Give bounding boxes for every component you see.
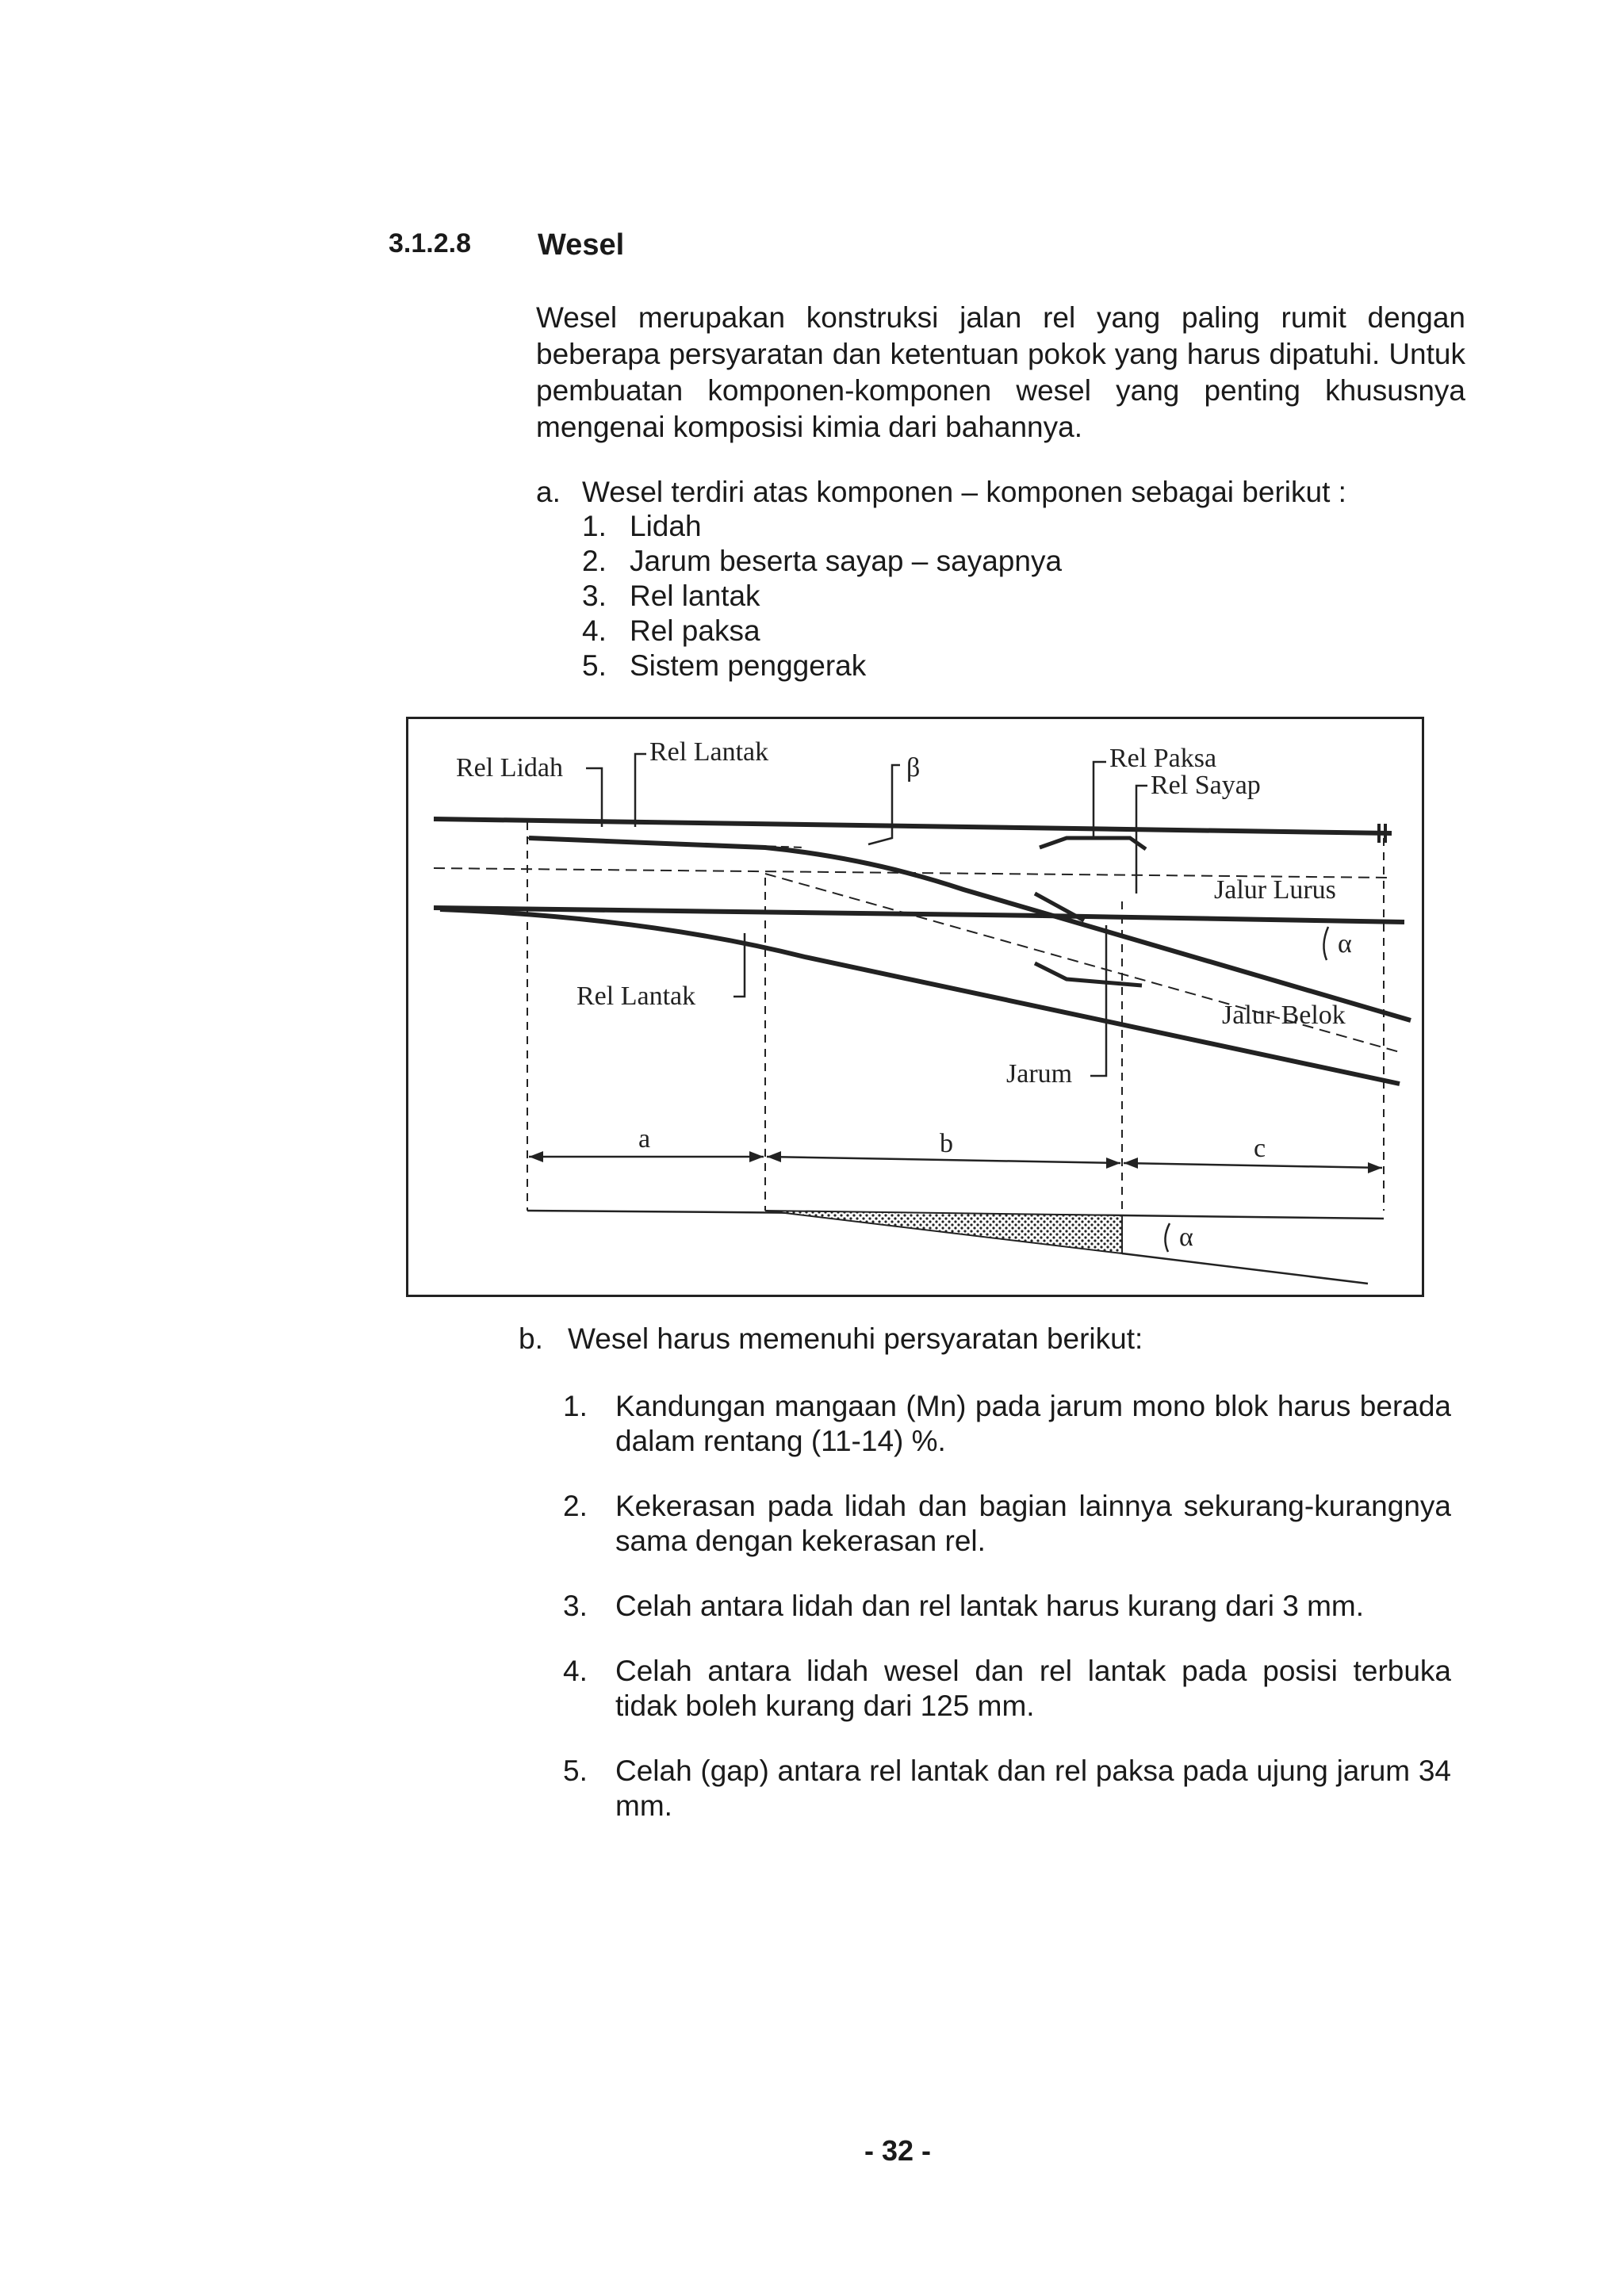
- list-item-number: 5.: [563, 1755, 588, 1787]
- label-dim-c: c: [1254, 1134, 1266, 1163]
- arrowhead: [767, 1151, 781, 1162]
- label-dim-a: a: [638, 1124, 651, 1154]
- list-item: [555, 1654, 1451, 1724]
- requirement-list: [555, 1389, 1451, 1854]
- bottom-reference-extend: [1122, 1215, 1384, 1219]
- intro-paragraph: Wesel merupakan konstruksi jalan rel yang paling rumit dengan beberapa persyaratan dan ketentuan pokok yang harus dipatuhi. Untuk pembuatan komponen-komponen wesel yang penting khususnya mengenai komposisi kimia dari bahannya.: [536, 301, 1465, 443]
- label-rel-paksa: Rel Paksa: [1109, 744, 1217, 773]
- arrowhead: [529, 1151, 543, 1162]
- part-b-label: b.: [519, 1322, 543, 1355]
- arrowhead: [749, 1151, 764, 1162]
- leader-beta: [868, 765, 900, 844]
- list-item-number: 2.: [563, 1490, 588, 1522]
- list-item-number: 4.: [563, 1655, 588, 1687]
- list-item: [582, 649, 1062, 683]
- list-item-text: Celah antara lidah dan rel lantak harus kurang dari 3 mm.: [615, 1590, 1365, 1622]
- label-jalur-belok: Jalur Belok: [1222, 1001, 1346, 1030]
- list-item-text: Celah antara lidah wesel dan rel lantak pada posisi terbuka tidak boleh kurang dari 125 mm.: [615, 1655, 1451, 1722]
- list-item-text: Celah (gap) antara rel lantak dan rel paksa pada ujung jarum 34 mm.: [615, 1755, 1451, 1822]
- alpha-arc-lower: [1165, 1223, 1170, 1252]
- list-item-text: Lidah: [630, 510, 702, 542]
- leader-jarum: [1090, 925, 1106, 1076]
- list-item-text: Jarum beserta sayap – sayapnya: [630, 545, 1063, 577]
- leader-rel-lantak-top: [635, 754, 646, 827]
- part-a-text: Wesel terdiri atas komponen – komponen sebagai berikut :: [582, 476, 1346, 508]
- label-dim-b: b: [940, 1129, 953, 1158]
- list-item-number: 1.: [563, 1390, 588, 1422]
- list-item-text: Kekerasan pada lidah dan bagian lainnya sekurang-kurangnya sama dengan kekerasan rel.: [615, 1490, 1451, 1557]
- list-item: [582, 579, 1062, 614]
- label-beta: β: [906, 753, 921, 783]
- list-item-number: 4.: [582, 614, 607, 647]
- label-alpha-lower: α: [1179, 1223, 1193, 1252]
- list-item: [582, 509, 1062, 544]
- wing-rail: [1040, 838, 1146, 849]
- list-item: [555, 1389, 1451, 1459]
- label-rel-lidah: Rel Lidah: [456, 753, 564, 783]
- label-rel-sayap: Rel Sayap: [1151, 771, 1261, 800]
- list-item: [582, 544, 1062, 579]
- straight-rail-through: [1043, 916, 1404, 922]
- wesel-diagram: [406, 717, 1424, 1297]
- section-number: 3.1.2.8: [389, 228, 471, 258]
- label-rel-lantak-top: Rel Lantak: [649, 737, 769, 767]
- stock-rail-top: [434, 819, 1392, 833]
- list-item-number: 1.: [582, 510, 607, 542]
- list-item-text: Sistem penggerak: [630, 649, 867, 682]
- list-item-number: 3.: [582, 580, 607, 612]
- list-item-number: 2.: [582, 545, 607, 577]
- alpha-angle-line: [1122, 1253, 1368, 1284]
- alpha-wedge-shaded: [765, 1211, 1122, 1253]
- label-jalur-lurus: Jalur Lurus: [1214, 875, 1336, 905]
- arrowhead: [1124, 1158, 1138, 1169]
- list-item-text: Rel lantak: [630, 580, 760, 612]
- dimension-c-line: [1124, 1163, 1382, 1168]
- label-jarum: Jarum: [1006, 1059, 1073, 1089]
- arrowhead: [1106, 1158, 1120, 1169]
- list-item: [582, 614, 1062, 649]
- leader-rel-lidah: [586, 768, 602, 827]
- list-item: [555, 1754, 1451, 1823]
- arrowhead: [1368, 1162, 1382, 1173]
- leader-rel-sayap: [1136, 786, 1147, 894]
- list-item: [555, 1489, 1451, 1559]
- list-item-number: 5.: [582, 649, 607, 682]
- list-item-text: Kandungan mangaan (Mn) pada jarum mono blok harus berada dalam rentang (11-14) %.: [615, 1390, 1451, 1457]
- list-item-number: 3.: [563, 1590, 588, 1622]
- part-b-text: Wesel harus memenuhi persyaratan berikut:: [568, 1322, 1143, 1355]
- label-rel-lantak-bottom: Rel Lantak: [576, 982, 696, 1011]
- alpha-arc-upper: [1323, 927, 1328, 960]
- list-item-text: Rel paksa: [630, 614, 760, 647]
- section-title: Wesel: [538, 228, 625, 262]
- part-a-label: a.: [536, 476, 561, 508]
- page-number: - 32 -: [864, 2134, 932, 2167]
- wesel-diagram-svg: [408, 719, 1427, 1299]
- component-list: [582, 509, 1062, 683]
- list-item: [555, 1589, 1451, 1624]
- label-alpha-upper: α: [1338, 929, 1352, 959]
